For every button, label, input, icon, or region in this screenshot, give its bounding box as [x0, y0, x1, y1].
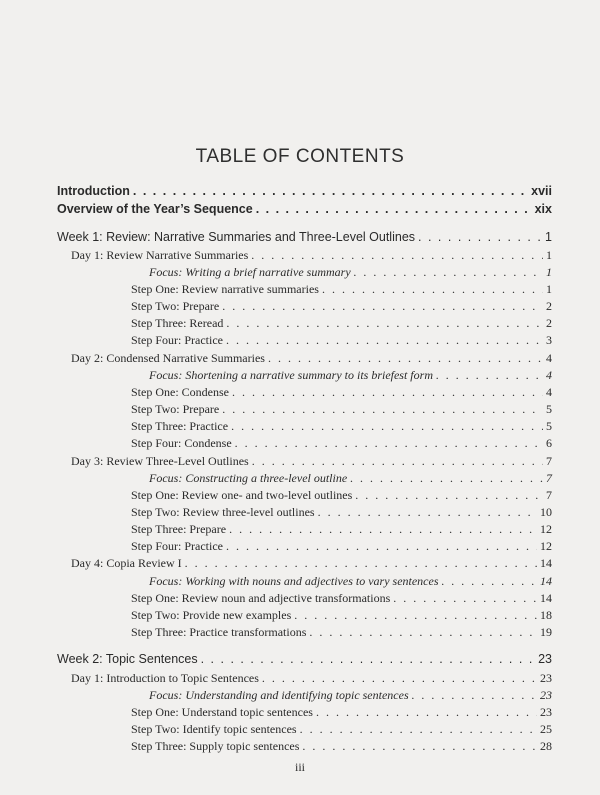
toc-entry-step: [131, 705, 552, 720]
toc-entry-page: 23: [540, 671, 552, 685]
leader-dots: [436, 368, 543, 383]
leader-dots: [316, 705, 537, 720]
toc-entry-label: Day 3: Review Three-Level Outlines: [71, 454, 249, 468]
leader-dots: [226, 316, 543, 331]
toc-entry-label: Step Four: Practice: [131, 333, 223, 347]
toc-entry-focus: [149, 688, 552, 703]
toc-entry-page: 3: [546, 333, 552, 347]
leader-dots: [231, 419, 543, 434]
toc-entry-page: 1: [546, 248, 552, 262]
toc-entry-step: [131, 436, 552, 451]
toc-entry-label: Step Three: Reread: [131, 316, 224, 330]
toc-entry-step: [131, 316, 552, 331]
leader-dots: [393, 591, 537, 606]
toc-entry-label: Step Four: Condense: [131, 436, 232, 450]
toc-entry-label: Step Two: Prepare: [131, 402, 220, 416]
leader-dots: [322, 282, 543, 297]
toc-entry-focus: [149, 574, 552, 589]
toc-entry-page: 2: [546, 316, 552, 330]
toc-entry-page: 14: [540, 556, 552, 570]
toc-entry-page: 19: [540, 625, 552, 639]
leader-dots: [268, 351, 543, 366]
toc-entry-label: Step Three: Prepare: [131, 522, 227, 536]
toc-entry-label: Introduction: [57, 184, 130, 198]
toc-entry-page: 12: [540, 539, 552, 553]
toc-entry-label: Week 1: Review: Narrative Summaries and Three-Level Outlines: [57, 230, 416, 244]
toc-entry-step: [131, 385, 552, 400]
toc-entry-step: [131, 591, 552, 606]
toc-entry-week: [57, 652, 552, 666]
toc-entry-day: [71, 556, 552, 571]
toc-entry-label: Step Four: Practice: [131, 539, 223, 553]
leader-dots: [294, 608, 537, 623]
toc-entry-page: 28: [540, 739, 552, 753]
leader-dots: [185, 556, 537, 571]
leader-dots: [418, 230, 542, 244]
leader-dots: [232, 385, 543, 400]
toc-entry-label: Day 1: Introduction to Topic Sentences: [71, 671, 259, 685]
leader-dots: [222, 299, 543, 314]
toc-entry-page: 7: [546, 471, 552, 485]
toc-entry-step: [131, 299, 552, 314]
toc-entry-label: Step Two: Prepare: [131, 299, 220, 313]
toc-entry-label: Step One: Understand topic sentences: [131, 705, 313, 719]
page-title: TABLE OF CONTENTS: [195, 146, 405, 167]
toc-entry-step: [131, 739, 552, 754]
toc-entry-day: [71, 351, 552, 366]
leader-dots: [309, 625, 537, 640]
toc-entry-page: 14: [540, 574, 552, 588]
leader-dots: [442, 574, 538, 589]
toc-entry-page: 7: [546, 454, 552, 468]
toc-entry-step: [131, 625, 552, 640]
toc-entry-page: xvii: [531, 184, 552, 198]
toc-entry-label: Week 2: Topic Sentences: [57, 652, 198, 666]
leader-dots: [201, 652, 535, 666]
toc-entry-page: xix: [534, 202, 552, 216]
toc-entry-front: [57, 184, 552, 198]
toc-entry-page: 25: [540, 722, 552, 736]
toc-entry-page: 12: [540, 522, 552, 536]
toc-entry-page: 23: [538, 652, 552, 666]
toc-entry-step: [131, 488, 552, 503]
toc-entry-front: [57, 202, 552, 216]
toc-entry-label: Day 4: Copia Review I: [71, 556, 182, 570]
toc-entry-label: Focus: Constructing a three-level outline: [149, 471, 348, 485]
leader-dots: [302, 739, 537, 754]
toc-entry-day: [71, 671, 552, 686]
toc-entry-step: [131, 282, 552, 297]
toc-entry-page: 5: [546, 402, 552, 416]
toc-entry-page: 2: [546, 299, 552, 313]
toc-entry-page: 4: [546, 351, 552, 365]
toc-entry-label: Overview of the Year’s Sequence: [57, 202, 253, 216]
toc-entry-step: [131, 505, 552, 520]
toc-entry-page: 18: [540, 608, 552, 622]
leader-dots: [355, 488, 543, 503]
toc-entry-page: 10: [540, 505, 552, 519]
toc-entry-focus: [149, 471, 552, 486]
toc-entry-step: [131, 722, 552, 737]
toc-entry-label: Day 1: Review Narrative Summaries: [71, 248, 249, 262]
toc-entry-step: [131, 522, 552, 537]
leader-dots: [256, 202, 532, 216]
toc-entry-label: Focus: Shortening a narrative summary to its briefest form: [149, 368, 433, 382]
toc-entry-label: Day 2: Condensed Narrative Summaries: [71, 351, 265, 365]
toc-entry-page: 5: [546, 419, 552, 433]
toc-entry-page: 23: [540, 705, 552, 719]
leader-dots: [222, 402, 543, 417]
toc-entry-label: Focus: Working with nouns and adjectives to vary sentences: [149, 574, 439, 588]
toc-entry-label: Focus: Understanding and identifying topic sentences: [149, 688, 409, 702]
toc-entry-page: 4: [546, 368, 552, 382]
leader-dots: [300, 722, 537, 737]
toc-entry-label: Step Three: Practice transformations: [131, 625, 307, 639]
leader-dots: [350, 471, 543, 486]
toc-entry-focus: [149, 265, 552, 280]
leader-dots: [318, 505, 537, 520]
toc-entry-day: [71, 248, 552, 263]
toc-entry-label: Step One: Review narrative summaries: [131, 282, 319, 296]
toc-entry-label: Step One: Review noun and adjective transformations: [131, 591, 391, 605]
leader-dots: [226, 333, 543, 348]
toc-entry-page: 14: [540, 591, 552, 605]
toc-entry-label: Step Two: Review three-level outlines: [131, 505, 315, 519]
toc-entry-step: [131, 608, 552, 623]
leader-dots: [412, 688, 537, 703]
leader-dots: [229, 522, 537, 537]
toc-entry-label: Step Three: Practice: [131, 419, 229, 433]
toc-entry-page: 1: [545, 230, 552, 244]
leader-dots: [251, 248, 543, 263]
toc-entry-label: Step Three: Supply topic sentences: [131, 739, 300, 753]
toc-entry-day: [71, 454, 552, 469]
toc-entry-page: 23: [540, 688, 552, 702]
toc-entry-page: 7: [546, 488, 552, 502]
toc-entry-label: Step One: Condense: [131, 385, 229, 399]
toc-entry-step: [131, 333, 552, 348]
toc-entry-page: 4: [546, 385, 552, 399]
toc-entry-label: Focus: Writing a brief narrative summary: [149, 265, 351, 279]
leader-dots: [354, 265, 543, 280]
leader-dots: [252, 454, 543, 469]
page-number: iii: [294, 760, 305, 774]
toc-entry-focus: [149, 368, 552, 383]
leader-dots: [262, 671, 537, 686]
leader-dots: [226, 539, 537, 554]
toc-entry-page: 1: [546, 282, 552, 296]
toc-entry-label: Step One: Review one- and two-level outlines: [131, 488, 353, 502]
toc-entry-week: [57, 230, 552, 244]
toc-entry-page: 6: [546, 436, 552, 450]
toc-entry-label: Step Two: Provide new examples: [131, 608, 292, 622]
toc-entry-step: [131, 539, 552, 554]
toc-entry-step: [131, 419, 552, 434]
toc-entry-label: Step Two: Identify topic sentences: [131, 722, 297, 736]
leader-dots: [133, 184, 528, 198]
toc-entry-page: 1: [546, 265, 552, 279]
toc-entry-step: [131, 402, 552, 417]
leader-dots: [235, 436, 543, 451]
